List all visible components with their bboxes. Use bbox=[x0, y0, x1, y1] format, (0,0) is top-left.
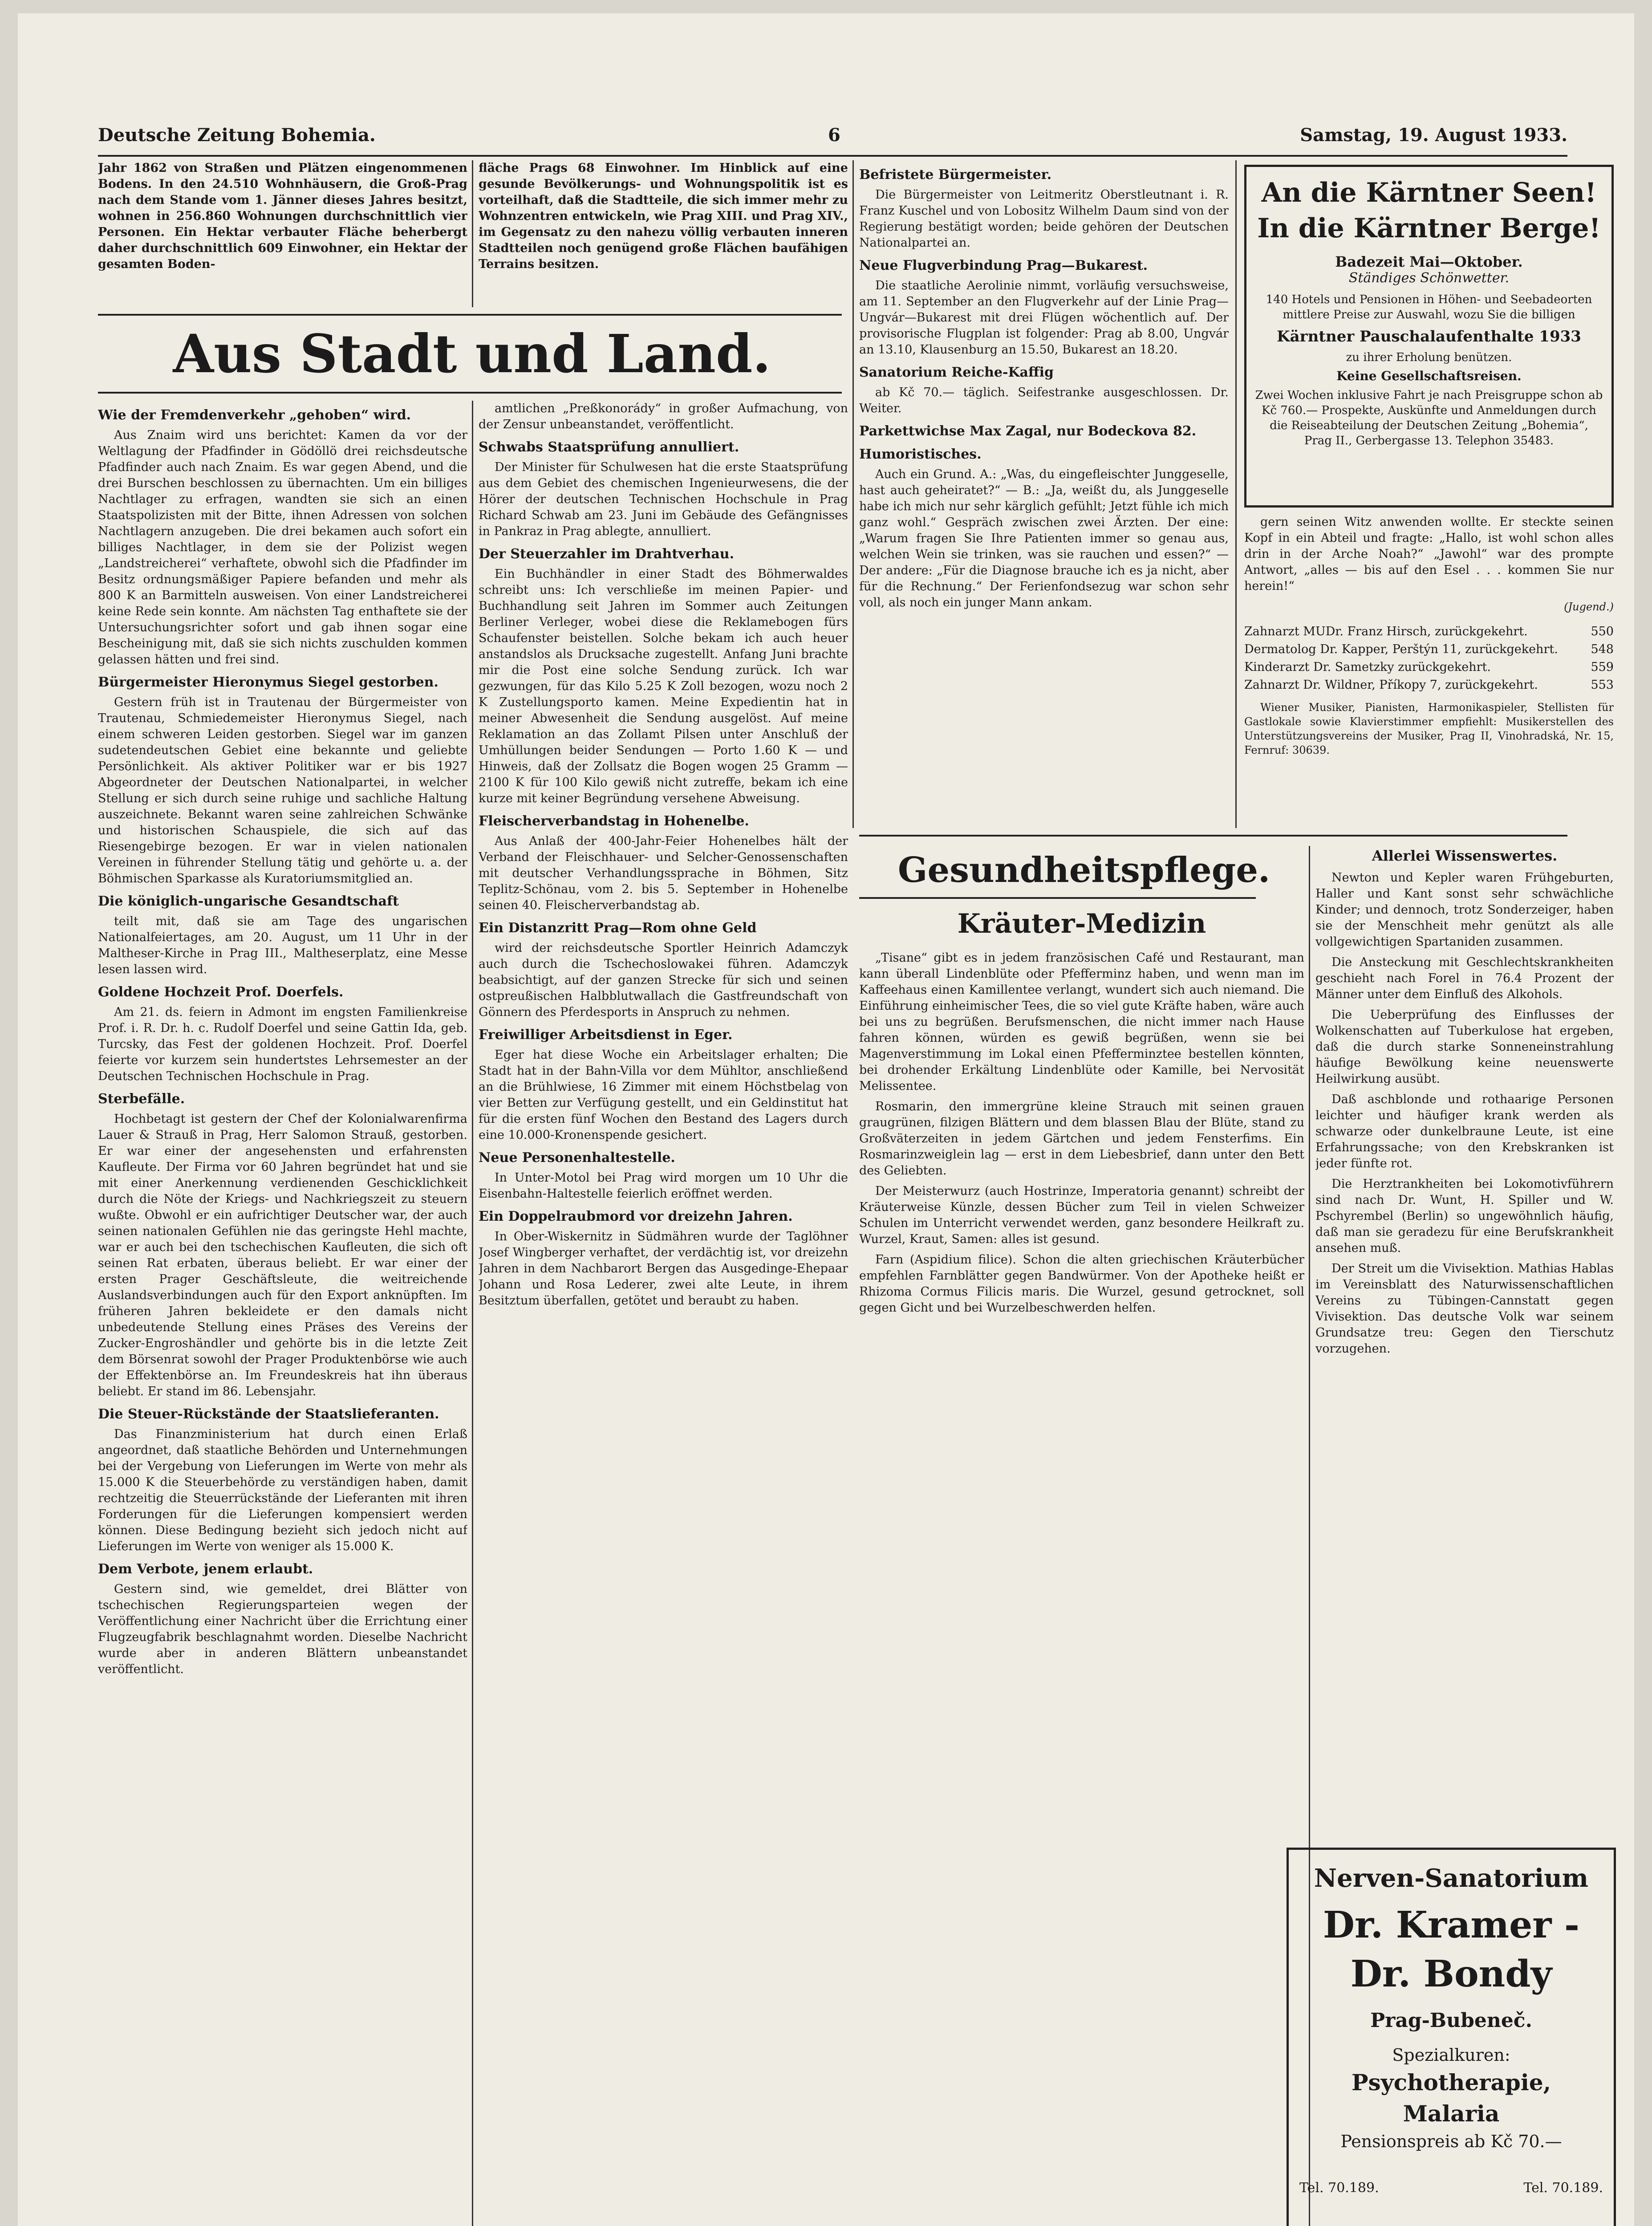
main-column-1 bbox=[98, 401, 467, 2226]
ad-phone: Tel. 70.189. bbox=[1299, 2180, 1379, 2196]
article-text: „Tisane“ gibt es in jedem französischen Café und Restaurant, man kann überall Lindenblüte oder Pfefferminz haben, und wenn man im Kaffeehaus einen Kamillentee verlangt, wundert sich auch niemand. Die Einführung einheimischer Tees, die so viel gute Kräfte haben, wäre auch bei uns zu begrüßen. Berufsmenschen, die nicht immer nach Hause fahren können, würden es gewiß begrüßen, wenn sie bei Magenverstimmung im Lokal einen Pfefferminztee bestellen könnten, bei drohender Erkältung Lindenblüte oder Kamille, bei Nervosität Melissentee. bbox=[859, 951, 1304, 1093]
health-title-rule bbox=[859, 897, 1256, 899]
article-text: In Ober-Wiskernitz in Südmähren wurde der Taglöhner Josef Wingberger verhaftet, der verdächtig ist, vor dreizehn Jahren in dem Nachbarort Bergen das Ausgedinge-Ehepaar Johann und Rosa Lederer, zwei alte Leute, in ihrem Besitztum überfallen, getötet und beraubt zu haben. bbox=[479, 1230, 848, 1308]
health-left-column bbox=[859, 904, 1304, 2226]
section-rule bbox=[98, 314, 842, 316]
article-text: amtlichen „Preßkonorády“ in großer Aufmachung, von der Zensur unbeanstandet, veröffentlicht. bbox=[479, 402, 848, 431]
article-text: wird der reichsdeutsche Sportler Heinrich Adamczyk auch durch die Tschechoslowakei führen. Adamczyk beabsichtigt, auf der ganzen Strecke für sich und seinen ostpreußischen Halbblutwallach die Gastfreundschaft von Gönnern des Pferdesports in Anspruch zu nehmen. bbox=[479, 941, 848, 1019]
article-heading: Sanatorium Reiche-Kaffig bbox=[859, 365, 1054, 380]
ad-line: zu ihrer Erholung benützen. bbox=[1346, 351, 1512, 364]
article-text: Der Meisterwurz (auch Hostrinze, Imperatoria genannt) schreibt der Kräuterweise Künzle, dessen Bücher zum Teil in vielen Schweizer Schulen im Unterricht verwendet werden, ganz besondere Heilkraft zu. Wurzel, Kraut, Samen: alles ist gesund. bbox=[859, 1184, 1304, 1246]
ad-line: Prag-Bubeneč. bbox=[1370, 2009, 1532, 2032]
column-rule bbox=[472, 401, 473, 2226]
article-text: gern seinen Witz anwenden wollte. Er steckte seinen Kopf in ein Abteil und fragte: „Hallo, ist wohl schon alles drin in der Arche Noah?“ „Jawohl“ war des prompte Antwort, „alles — bis auf den Esel . . . kommen Sie nur herein!“ bbox=[1244, 515, 1614, 593]
article-text: Die Bürgermeister von Leitmeritz Oberstleutnant i. R. Franz Kuschel und von Lobositz Wilhelm Daum sind von der Regierung bestätigt worden; beide gehören der Deutschen Nationalpartei an. bbox=[859, 188, 1229, 250]
health-left-title: Kräuter-Medizin bbox=[957, 908, 1206, 939]
article-text: Gestern sind, wie gemeldet, drei Blätter von tschechischen Regierungsparteien wegen der Veröffentlichung einer Nachricht über die Errichtung einer Flugzeugfabrik beschlagnahmt worden. Dieselbe Nachricht wurde aber in anderen Blättern unbeanstandet veröffentlicht. bbox=[98, 1582, 467, 1676]
classified-item: Zahnarzt Dr. Wildner, Příkopy 7, zurückgekehrt. 553 bbox=[1244, 678, 1614, 692]
ad-line: Keine Gesellschaftsreisen. bbox=[1336, 369, 1522, 383]
article-text: In Unter-Motol bei Prag wird morgen um 10 Uhr die Eisenbahn-Haltestelle feierlich eröffnet werden. bbox=[479, 1171, 848, 1201]
article-text: Hochbetagt ist gestern der Chef der Kolonialwarenfirma Lauer & Strauß in Prag, Herr Salomon Strauß, gestorben. Er war einer der angesehensten und erfahrensten Kaufleute. Der Firma vor 60 Jahren begründet hat und sie mit einer Anerkennung verdienenden Geschicklichkeit durch die Nöte der Kriegs- und Nachkriegszeit zu steuern wußte. Obwohl er ein aufrichtiger Deutscher war, der auch seinen nationalen Gefühlen nie das geringste Hehl machte, war er auch bei den tschechischen Kaufleuten, die sich oft seinen Rat erbaten, überaus beliebt. Er war einer der ersten Prager Geschäftsleute, die weitreichende Auslandsverbindungen auch für den Export anknüpften. Im früheren Jahren bekleidete er den damals nicht unbedeutende Stellung eines Präses des Vereins der Zucker-Engroshändler und gehörte bis in die letzte Zeit dem Börsenrat sowohl der Prager Produktenbörse wie auch der Effektenbörse an. Im Freundeskreis hat ihn überaus beliebt. Er stand im 86. Lebensjahr. bbox=[98, 1112, 467, 1398]
article-heading: Fleischerverbandstag in Hohenelbe. bbox=[479, 813, 749, 829]
section-title: Aus Stadt und Land. bbox=[173, 323, 771, 385]
ad-line: Kärntner Pauschalaufenthalte 1933 bbox=[1277, 328, 1581, 345]
article-text: Die Herztrankheiten bei Lokomotivführern sind nach Dr. Wunt, H. Spiller und W. Pschyrembel (Berlin) so ungewöhnlich häufig, daß man sie geradezu für eine Berufskrankheit ansehen muß. bbox=[1315, 1177, 1614, 1255]
article-heading: Neue Personenhaltestelle. bbox=[479, 1150, 675, 1166]
article-text: Die Ansteckung mit Geschlechtskrankheiten geschieht nach Forel in 76.4 Prozent der Männer unter dem Einfluß des Alkohols. bbox=[1315, 955, 1614, 1001]
article-text: Newton und Kepler waren Frühgeburten, Haller und Kant sonst sehr schwächliche Kinder; und dennoch, trotz Sonderzeiger, haben sie der Menschheit mehr genützt als alle vollgewichtigen Spartaniden zusammen. bbox=[1315, 871, 1614, 949]
article-text: Die Ueberprüfung des Einflusses der Wolkenschatten auf Tuberkulose hat ergeben, daß die durch starke Sonneneinstrahlung häufige Bewölkung keine neuenswerte Heilwirkung ausübt. bbox=[1315, 1008, 1614, 1086]
ad-phone: Tel. 70.189. bbox=[1523, 2180, 1603, 2196]
article-text: Eger hat diese Woche ein Arbeitslager erhalten; Die Stadt hat in der Bahn-Villa vor dem Mühltor, anschließend an die Brühlwiese, 16 Zimmer mit einem Höchstbelag von vier Betten zur Verfügung gestellt, und ein Geldinstitut hat für die ersten fünf Wochen den Bestand des Lagers durch eine 10.000-Kronenspende gesichert. bbox=[479, 1048, 848, 1142]
health-right-title: Allerlei Wissenswertes. bbox=[1372, 847, 1558, 864]
article-text: Farn (Aspidium filice). Schon die alten griechischen Kräuterbücher empfehlen Farnblätter gegen Bandwürmer. Von der Apotheke heißt er Rhizoma Cormus Filicis maris. Die Wurzel, gesund getrocknet, soll gegen Gicht und bei Wurzelbeschwerden helfen. bbox=[859, 1253, 1304, 1315]
article-text: Aus Anlaß der 400-Jahr-Feier Hohenelbes hält der Verband der Fleischhauer- und Selcher-Genossenschaften mit deutscher Verhandlungssprache in Böhmen, Sitz Teplitz-Schönau, vom 2. bis 5. September in Hohenelbe seinen 40. Fleischerverbandstag ab. bbox=[479, 834, 848, 912]
article-heading: Die königlich-ungarische Gesandtschaft bbox=[98, 894, 399, 909]
column-rule bbox=[1235, 160, 1237, 828]
page-header bbox=[98, 125, 1567, 156]
article-text: Aus Znaim wird uns berichtet: Kamen da vor der Weltlagung der Pfadfinder in Gödöllö drei reichsdeutsche Pfadfinder auch nach Znaim. Es war gegen Abend, und die drei Burschen beschlossen zu übernachten. Um ein billiges Nachtlager zu erfragen, wandten sie sich an einen Staatspolizisten mit der Bitte, ihnen Adressen von solchen Nachtlagern anzugeben. Die drei bekamen auch sofort ein billiges Nachtlager, in dem sie der Polizist wegen „Landstreicherei“ verhaftete, obwohl sich die Pfadfinder im Besitz ordnungsmäßiger Papiere befanden und mehr als 800 K an Barmitteln ausweisen. Von einer Landstreicherei keine Rede sein konnte. Am nächsten Tag enthaftete sie der Untersuchungsrichter sofort und gab ihnen sogar eine Bescheinigung mit, daß sie sich nichts zuschulden kommen gelassen hätten und frei sind. bbox=[98, 428, 467, 666]
ad-line: Nerven-Sanatorium bbox=[1314, 1864, 1589, 1893]
ad-sanatorium bbox=[1287, 1848, 1616, 2226]
article-heading: Dem Verbote, jenem erlaubt. bbox=[98, 1561, 313, 1577]
article-text: Am 21. ds. feiern in Admont im engsten Familienkreise Prof. i. R. Dr. h. c. Rudolf Doerfel und seine Gattin Ida, geb. Turcsky, das Fest der goldenen Hochzeit. Prof. Doerfel feierte vor kurzem sein hundertstes Lehrsemester an der Deutschen Technischen Hochschule in Prag. bbox=[98, 1005, 467, 1083]
main-column-4 bbox=[1244, 514, 1614, 826]
column-rule bbox=[472, 160, 473, 307]
article-heading: Goldene Hochzeit Prof. Doerfels. bbox=[98, 984, 344, 1000]
article-text: Das Finanzministerium hat durch einen Erlaß angeordnet, daß staatliche Behörden und Unternehmungen bei der Vergebung von Lieferungen im Werte von mehr als 15.000 K die Steuerbehörde zu verständigen haben, damit rechtzeitig die Steuerrückstände der Lieferanten mit ihren Forderungen für die Lieferungen kompensiert werden können. Diese Bedingung bezieht sich jedoch nicht auf Lieferungen im Werte von weniger als 15.000 K. bbox=[98, 1427, 467, 1553]
header-page-number: 6 bbox=[828, 125, 840, 146]
ad-kaernten bbox=[1244, 165, 1614, 508]
ad-line: Ständiges Schönwetter. bbox=[1348, 270, 1510, 286]
ad-line: In die Kärntner Berge! bbox=[1257, 213, 1601, 244]
main-column-3 bbox=[859, 160, 1229, 828]
article-heading: Der Steuerzahler im Drahtverhau. bbox=[479, 546, 735, 562]
main-column-2 bbox=[479, 401, 848, 2226]
article-heading: Bürgermeister Hieronymus Siegel gestorben. bbox=[98, 674, 438, 690]
article-text: Die staatliche Aerolinie nimmt, vorläufig versuchsweise, am 11. September an den Flugverkehr auf der Linie Prag—Ungvár—Bukarest mit drei Flügen wöchentlich auf. Der provisorische Flugplan ist folgender: Prag ab 8.00, Ungvár an 13.10, Klausenburg an 15.50, Bukarest an 18.20. bbox=[859, 279, 1229, 357]
article-heading: Humoristisches. bbox=[859, 447, 982, 462]
article-text: ab Kč 70.— täglich. Seifestranke ausgeschlossen. Dr. Weiter. bbox=[859, 386, 1229, 415]
article-text: Gestern früh ist in Trautenau der Bürgermeister von Trautenau, Schmiedemeister Hieronymus Siegel, nach einem schweren Leiden gestorben. Siegel war im ganzen sudetendeutschen Gebiet eine bekannte und geliebte Persönlichkeit. Als aktiver Politiker war er bis 1927 Abgeordneter der Deutschen Nationalpartei, in welcher Stellung er sich durch seine ruhige und sachliche Haltung auszeichnete. Bekannt waren seine zahlreichen Schwänke und historischen Schauspiele, die sich auf das Riesengebirge bezogen. Er war in vielen nationalen Vereinen in führender Stellung tätig und gehörte u. a. der Böhmischen Sparkasse als Kuratoriumsmitglied an. bbox=[98, 695, 467, 886]
article-heading: Die Steuer-Rückstände der Staatslieferanten. bbox=[98, 1406, 439, 1422]
article-heading: Ein Doppelraubmord vor dreizehn Jahren. bbox=[479, 1209, 793, 1224]
header-masthead: Deutsche Zeitung Bohemia. bbox=[98, 125, 376, 146]
classified-item: Dermatolog Dr. Kapper, Perštýn 11, zurückgekehrt. 548 bbox=[1244, 642, 1614, 656]
ad-line: Pensionspreis ab Kč 70.— bbox=[1340, 2132, 1562, 2151]
ad-line: Spezialkuren: bbox=[1392, 2045, 1510, 2065]
article-heading: Wie der Fremdenverkehr „gehoben“ wird. bbox=[98, 407, 411, 423]
article-text: Auch ein Grund. A.: „Was, du eingefleischter Junggeselle, hast auch geheiratet?“ — B.: „Ja, weißt du, als Junggeselle habe ich mich nur sehr kärglich gefühlt; Jetzt fühle ich mich ganz wohl.“ Gespräch zwischen zwei Ärzten. Der eine: „Warum fragen Sie Ihre Patienten immer so genau aus, welchen Wein sie trinken, was sie rauchen und essen?“ — Der andere: „Für die Diagnose brauche ich es ja nicht, aber für die Rechnung.“ Der Ferienfondsezug war schon sehr voll, als noch ein junger Mann ankam. bbox=[859, 467, 1229, 609]
health-right-column bbox=[1315, 846, 1614, 1834]
ad-line: 140 Hotels und Pensionen in Höhen- und Seebadeorten mittlere Preise zur Auswahl, wozu Sie die billigen bbox=[1266, 293, 1592, 321]
classified-item: Kinderarzt Dr. Sametzky zurückgekehrt. 559 bbox=[1244, 660, 1614, 674]
health-section-rule bbox=[859, 835, 1567, 837]
article-heading: Sterbefälle. bbox=[98, 1091, 185, 1107]
article-text: Der Streit um die Vivisektion. Mathias Hablas im Vereinsblatt des Naturwissenschaftlichen Vereins zu Tübingen-Cannstatt gegen Vivisektion. Das deutsche Volk war seinem Grundsatze treu: Gegen den Tierschutz vorzugehen. bbox=[1315, 1262, 1614, 1356]
ad-line: Zwei Wochen inklusive Fahrt je nach Preisgruppe schon ab Kč 760.— Prospekte, Auskünfte und Anmeldungen durch die Reiseabteilung der Deutschen Zeitung „Bohemia“, Prag II., Gerbergasse 13. Telephon 35483. bbox=[1255, 389, 1603, 447]
section-title-rule bbox=[98, 392, 842, 394]
health-title: Gesundheitspflege. bbox=[897, 850, 1270, 890]
ad-line: An die Kärntner Seen! bbox=[1261, 177, 1597, 208]
article-heading: Schwabs Staatsprüfung annulliert. bbox=[479, 439, 739, 455]
article-heading: Ein Distanzritt Prag—Rom ohne Geld bbox=[479, 920, 757, 936]
classifieds-list bbox=[1244, 623, 1614, 694]
top-column-2: fläche Prags 68 Einwohner. Im Hinblick auf eine gesunde Bevölkerungs- und Wohnungspolitik ist es vorteilhaft, daß die Stadtteile, die sich immer mehr zu Wohnzentren entwickeln, wie Prag XIII. und Prag XIV., im Gegensatz zu den nahezu völlig verbauten inneren Stadtteilen noch genügend große Flächen baufähigen Terrains besitzen. bbox=[479, 161, 848, 271]
ad-phones bbox=[1299, 2180, 1603, 2196]
classified-extra: Wiener Musiker, Pianisten, Harmonikaspieler, Stellisten für Gastlokale sowie Klavierstimmer empfiehlt: Musikerstellen des Unterstützungsvereins der Musiker, Prag II, Vinohradská, Nr. 15, Fernruf: 30639. bbox=[1244, 701, 1614, 756]
article-text: teilt mit, daß sie am Tage des ungarischen Nationalfeiertages, am 20. August, um 11 Uhr in der Maltheser-Kirche in Prag III., Maltheserplatz, eine Messe lesen lassen wird. bbox=[98, 914, 467, 976]
top-column-1: Jahr 1862 von Straßen und Plätzen eingenommenen Bodens. In den 24.510 Wohnhäusern, die Groß-Prag nach dem Stande vom 1. Jänner dieses Jahres besitzt, wohnen in 256.860 Wohnungen durchschnittlich vier Personen. Ein Hektar verbauter Fläche beherbergt daher durchschnittlich 609 Einwohner, ein Hektar der gesamten Boden- bbox=[98, 161, 467, 271]
article-text: Der Minister für Schulwesen hat die erste Staatsprüfung aus dem Gebiet des chemischen Ingenieurwesens, die der Hörer der deutschen Technischen Hochschule in Prag Richard Schwab am 23. Juni im Gebäude des Gefängnisses in Pankraz in Prag ablegte, annulliert. bbox=[479, 460, 848, 538]
column-rule bbox=[852, 160, 854, 828]
header-date: Samstag, 19. August 1933. bbox=[1300, 125, 1567, 146]
ad-line: Badezeit Mai—Oktober. bbox=[1335, 253, 1523, 270]
newspaper-page bbox=[18, 13, 1634, 2226]
classified-item: Zahnarzt MUDr. Franz Hirsch, zurückgekehrt. 550 bbox=[1244, 625, 1614, 638]
article-text: Rosmarin, den immergrüne kleine Strauch mit seinen grauen graugrünen, filzigen Blättern und dem blassen Blau der Blüte, stand zu Großväterzeiten in jedem Gärtchen und jedem Fensterfims. Ein Rosmarinzweiglein lag — erst in dem Liebesbrief, dann unter den Bett des Geliebten. bbox=[859, 1100, 1304, 1178]
header-rule bbox=[98, 155, 1567, 157]
article-text: Daß aschblonde und rothaarige Personen leichter und häufiger krank werden als schwarze oder dunkelbraune Leute, ist eine Erfahrungssache; von den Krebskranken ist jeder fünfte rot. bbox=[1315, 1093, 1614, 1170]
ad-line: Dr. Kramer - Dr. Bondy bbox=[1323, 1904, 1580, 1995]
article-heading: Neue Flugverbindung Prag—Bukarest. bbox=[859, 258, 1148, 273]
article-heading: Befristete Bürgermeister. bbox=[859, 167, 1052, 183]
article-text: Ein Buchhändler in einer Stadt des Böhmerwaldes schreibt uns: Ich verschließe im meinen Papier- und Buchhandlung seit Jahren im Sommer auch Zeitungen Berliner Verleger, wobei diese die Reklamebogen fürs Schaufenster beistellen. Solche bekam ich auch heuer anstandslos als Drucksache zugestellt. Anfang Juni brachte mir die Post eine solche Sendung zurück. Ich war gezwungen, für das Kilo 5.25 K Zoll bezogen, wozu noch 2 K Zustellungsporto kamen. Meine Expedientin hat in meiner Abwesenheit die Sendung ausgelöst. Auf meine Reklamation an das Zollamt Pilsen unter Anschluß der Umhüllungen beider Sendungen — Porto 1.60 K — und Hinweis, daß der Zollsatz die Bogen wogen 25 Gramm — 2100 K für 100 Kilo gewiß nicht zutreffe, bekam ich eine kurze mit keiner Begründung versehene Abweisung. bbox=[479, 567, 848, 805]
ad-line: Psychotherapie, Malaria bbox=[1351, 2069, 1551, 2127]
article-source: (Jugend.) bbox=[1564, 601, 1614, 613]
article-heading: Freiwilliger Arbeitsdienst in Eger. bbox=[479, 1027, 733, 1043]
article-heading: Parkettwichse Max Zagal, nur Bodeckova 82. bbox=[859, 423, 1197, 439]
